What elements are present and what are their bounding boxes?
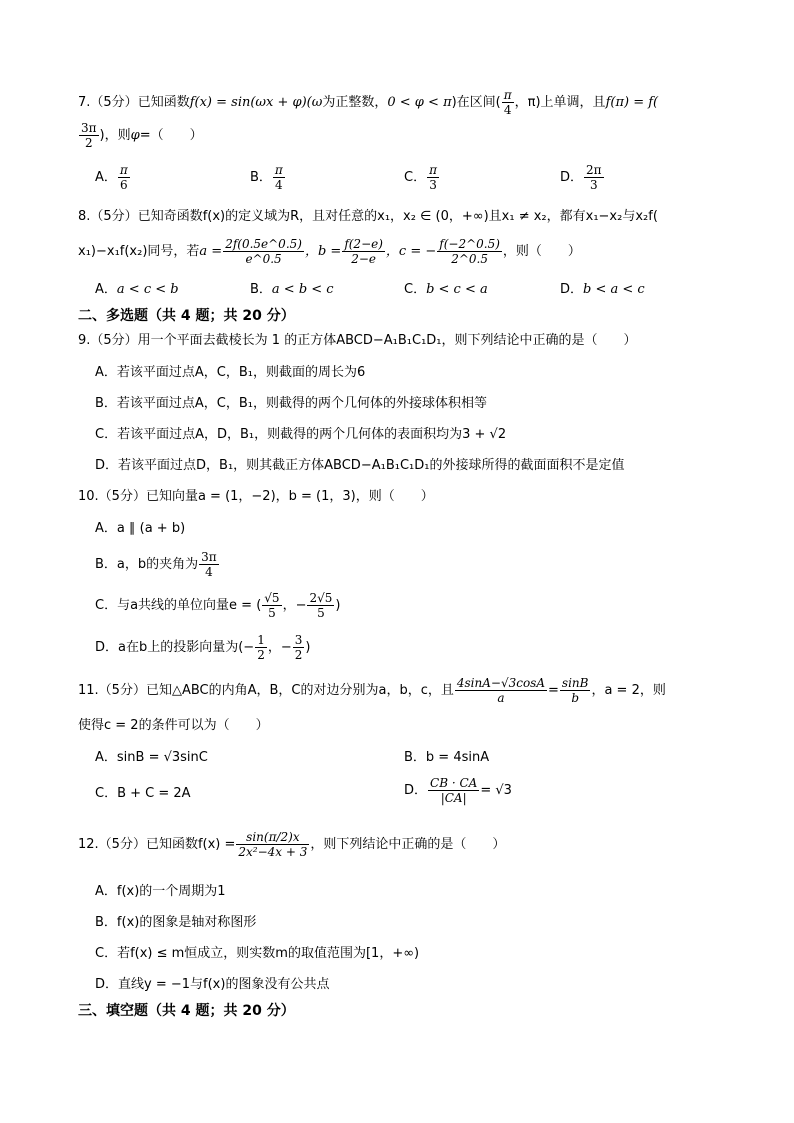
q9-option-d[interactable]: D．若该平面过点D，B₁，则其截正方体ABCD−A₁B₁C₁D₁的外接球所得的截面面积不是定值 [95, 458, 625, 473]
q12-text: ，则下列结论中正确的是（ ） [310, 837, 506, 852]
fraction-denominator: 2−e [351, 252, 377, 266]
q10-option-c[interactable] [95, 592, 340, 619]
fraction-numerator: 2π [586, 163, 602, 177]
q8-option-c[interactable] [404, 283, 488, 296]
fraction-denominator: 5 [317, 606, 325, 620]
option-label: D． [404, 783, 428, 798]
q7-option-d[interactable] [560, 164, 605, 191]
fraction-numerator: sinB [561, 676, 589, 690]
fraction-denominator: 3 [429, 178, 437, 192]
option-label: B． [250, 170, 272, 185]
q7-text: ，π)上单调，且 [514, 95, 606, 110]
fraction-numerator: sin(π/2)x [236, 831, 309, 845]
option-text: b < a < c [583, 282, 645, 297]
fraction-numerator: π [503, 88, 512, 102]
option-text: B．a，b的夹角为 [95, 557, 199, 572]
fraction-numerator: π [429, 163, 437, 177]
fraction-numerator: π [119, 163, 128, 177]
fraction-numerator: 2√5 [309, 591, 333, 605]
fraction-denominator: 2^0.5 [451, 252, 488, 266]
option-text: ) [335, 598, 341, 613]
option-text: ) [305, 640, 311, 655]
option-text: ，− [267, 640, 292, 655]
q10-option-b[interactable] [95, 551, 220, 578]
q7-option-a[interactable] [95, 164, 131, 191]
q7-condition: 0 < φ < π [387, 95, 452, 110]
q12-option-c[interactable]: C．若f(x) ≤ m恒成立，则实数m的取值范围为[1，+∞) [95, 946, 420, 961]
q9-option-c[interactable]: C．若该平面过点A，D，B₁，则截得的两个几何体的表面积均为3 + √2 [95, 427, 507, 442]
q7-equation: f(π) = f( [605, 95, 659, 110]
q8-score: （5分） [90, 209, 138, 224]
fraction-numerator: 3π [81, 121, 97, 135]
q11-fraction-right [560, 677, 591, 704]
q7-number: 7. [78, 95, 91, 110]
q7-phi: φ [130, 128, 140, 143]
q11-text: ，a = 2，则 [591, 683, 666, 698]
fraction-denominator: 2 [257, 648, 265, 662]
q8-text: 已知奇函数f(x)的定义域为R，且对任意的x₁，x₂ ∈ (0，+∞)且x₁ ≠ x₂，都有x₁−x₂与x₂f( [137, 209, 658, 224]
q11-option-d[interactable] [404, 777, 512, 804]
fraction-numerator: 3 [294, 633, 303, 647]
q9-option-a[interactable]: A．若该平面过点A，C，B₁，则截面的周长为6 [95, 365, 366, 380]
fraction-denominator: 4 [503, 103, 512, 117]
option-fraction [118, 164, 130, 191]
option-label: D． [560, 170, 584, 185]
fraction-denominator: 6 [120, 178, 128, 192]
q7-text: )，则 [99, 128, 131, 143]
fraction-denominator: |CA| [440, 791, 467, 805]
q8-number: 8. [78, 209, 91, 224]
fraction-numerator: 1 [257, 633, 265, 647]
q11-equals: = [548, 683, 559, 698]
option-label: C． [404, 170, 427, 185]
option-text: = √3 [480, 783, 512, 798]
q11-text: 11.（5分）已知△ABC的内角A，B，C的对边分别为a，b，c，且 [78, 683, 454, 698]
q8-line2 [78, 238, 581, 265]
q7-text: =（ ） [139, 128, 203, 143]
q8-c-fraction [437, 238, 502, 265]
q7-option-c[interactable] [404, 164, 440, 191]
q8-a-label: a = [199, 244, 223, 259]
option-text: a < c < b [116, 282, 179, 297]
fraction-denominator: 4 [205, 565, 213, 579]
q7-threepi-fraction [79, 122, 99, 149]
q7-line2 [78, 122, 203, 149]
option-text: C．与a共线的单位向量e = ( [95, 598, 262, 613]
q8-option-b[interactable] [250, 283, 334, 296]
q8-line1 [78, 210, 658, 223]
option-label: D． [560, 282, 584, 297]
q12-fraction [236, 831, 309, 858]
q11-fraction-left [455, 677, 547, 704]
option-text: a < b < c [271, 282, 334, 297]
q8-b-fraction [342, 238, 385, 265]
option-label: A． [95, 170, 117, 185]
section-heading-fill-in: 三、填空题（共 4 题；共 20 分） [78, 1003, 295, 1019]
fraction-denominator: a [497, 691, 505, 705]
q8-text: x₁)−x₁f(x₂)同号，若 [78, 244, 200, 259]
q7-text: 为正整数， [322, 95, 388, 110]
option-text: b < c < a [426, 282, 488, 297]
fraction-denominator: 3 [589, 178, 598, 192]
q8-a-fraction [223, 238, 304, 265]
option-fraction [427, 164, 439, 191]
q11-option-a[interactable]: A．sinB = √3sinC [95, 750, 208, 765]
fraction-denominator: 5 [268, 606, 276, 620]
fraction-denominator: 2 [84, 136, 93, 150]
q11-option-b[interactable]: B．b = 4sinA [404, 750, 490, 765]
fraction-numerator: 4sinA−√3cosA [456, 676, 545, 690]
option-text: D．a在b上的投影向量为(− [95, 640, 255, 655]
option-fraction [199, 551, 219, 578]
q10-stem: 10.（5分）已知向量a = (1，−2)，b = (1，3)，则（ ） [78, 489, 434, 504]
q7-line1 [78, 89, 658, 116]
fraction-denominator: e^0.5 [245, 252, 282, 266]
option-fraction [307, 592, 334, 619]
q8-text: ，则（ ） [502, 244, 581, 259]
q12-line1 [78, 831, 505, 858]
option-fraction [293, 634, 305, 661]
q12-option-d[interactable]: D．直线y = −1与f(x)的图象没有公共点 [95, 977, 330, 992]
q8-option-a[interactable] [95, 283, 179, 296]
q7-text: )在区间( [451, 95, 501, 110]
q11-line2: 使得c = 2的条件可以为（ ） [78, 718, 269, 733]
q9-stem: 9.（5分）用一个平面去截棱长为 1 的正方体ABCD−A₁B₁C₁D₁，则下列结论中正确的是（ ） [78, 333, 637, 348]
option-fraction [428, 777, 479, 804]
q8-c-label: ，c = − [385, 244, 437, 259]
q10-option-d[interactable] [95, 634, 310, 661]
q12-option-b[interactable]: B．f(x)的图象是轴对称图形 [95, 915, 257, 930]
q11-line1 [78, 677, 666, 704]
option-label: A． [95, 282, 117, 297]
fraction-numerator: CB · CA [430, 776, 478, 790]
fraction-numerator: 2f(0.5e^0.5) [225, 237, 302, 251]
fraction-denominator: 4 [275, 178, 283, 192]
q7-option-b[interactable] [250, 164, 286, 191]
section-heading-multiple-choice: 二、多选题（共 4 题；共 20 分） [78, 308, 295, 324]
option-label: C． [404, 282, 427, 297]
q7-text: 已知函数 [137, 95, 190, 110]
q7-function: f(x) = sin(ωx + φ)(ω [189, 95, 323, 110]
fraction-numerator: π [274, 163, 283, 177]
q8-b-label: ，b = [304, 244, 342, 259]
fraction-numerator: 3π [201, 550, 217, 564]
fraction-denominator: 2 [294, 648, 303, 662]
q8-option-d[interactable] [560, 283, 645, 296]
q10-option-a[interactable]: A．a ∥ (a + b) [95, 521, 186, 536]
q11-option-c[interactable]: C．B + C = 2A [95, 786, 191, 801]
option-fraction [255, 634, 267, 661]
q12-text: 12.（5分）已知函数f(x) = [78, 837, 236, 852]
q7-score: （5分） [90, 95, 138, 110]
q9-option-b[interactable]: B．若该平面过点A，C，B₁，则截得的两个几何体的外接球体积相等 [95, 396, 488, 411]
option-label: B． [250, 282, 272, 297]
q12-option-a[interactable]: A．f(x)的一个周期为1 [95, 884, 226, 899]
option-fraction [262, 592, 281, 619]
fraction-denominator: b [571, 691, 580, 705]
fraction-numerator: f(2−e) [344, 237, 383, 251]
q7-interval-fraction [502, 89, 514, 116]
fraction-numerator: √5 [264, 591, 280, 605]
fraction-denominator: 2x²−4x + 3 [238, 845, 308, 859]
option-text: ，− [282, 598, 307, 613]
fraction-numerator: f(−2^0.5) [439, 237, 500, 251]
option-fraction [273, 164, 285, 191]
option-fraction [584, 164, 604, 191]
